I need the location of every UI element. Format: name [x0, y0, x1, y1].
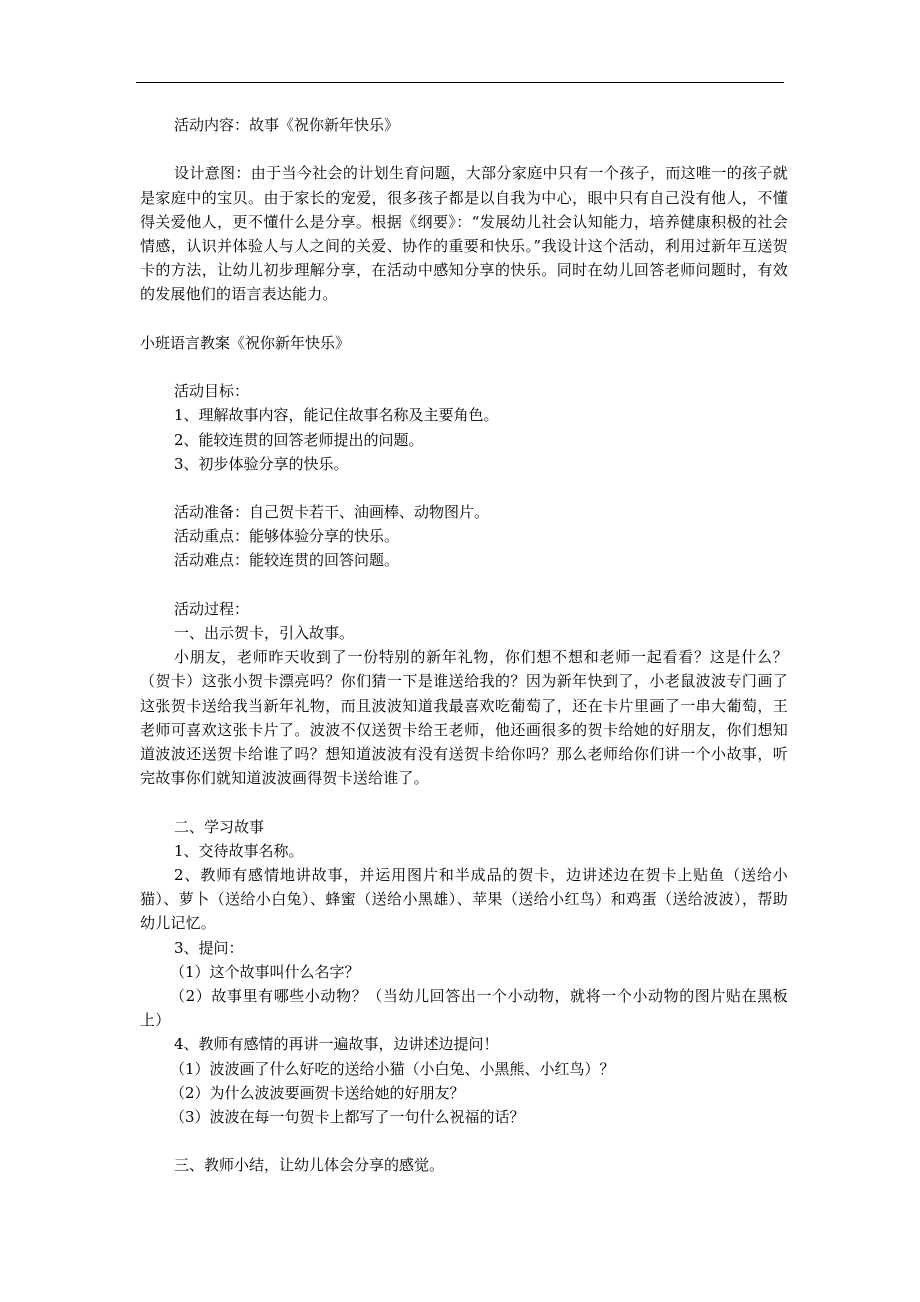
question-item: （2）为什么波波要画贺卡送给她的好朋友？ [170, 1083, 465, 1102]
header-rule [136, 82, 784, 83]
step2-item: 1、交待故事名称。 [174, 841, 304, 860]
spacer [140, 790, 788, 814]
goals-heading: 活动目标： [174, 382, 250, 401]
spacer [140, 573, 788, 597]
spacer [140, 137, 788, 161]
step1-text: 小朋友，老师昨天收到了一份特别的新年礼物，你们想不想和老师一起看看？这是什么？（贺卡）这张小贺卡漂亮吗？你们猜一下是谁送给我的？因为新年快到了，小老鼠波波专门画了这张贺卡送给我当新年礼物，而且波波知道我最喜欢吃葡萄了，还在卡片里画了一串大葡萄，王老师可喜欢这张卡片了。波波不仅送贺卡给王老师，他还画很多的贺卡给她的好朋友，你们想知道波波还送贺卡给谁了吗？想知道波波有没有送贺卡给你吗？那么老师给你们讲一个小故事，听完故事你们就知道波波画得贺卡送给谁了。 [140, 648, 788, 788]
question-item: （2）故事里有哪些小动物？（当幼儿回答出一个小动物，就将一个小动物的图片贴在黑板上） [140, 986, 788, 1030]
lesson-title: 小班语言教案《祝你新年快乐》 [140, 333, 351, 352]
step3-heading: 三、教师小结，让幼儿体会分享的感觉。 [174, 1156, 445, 1175]
goal-item: 2、能较连贯的回答老师提出的问题。 [174, 430, 424, 449]
question-item: （3）波波在每一句贺卡上都写了一句什么祝福的话？ [170, 1107, 525, 1126]
question-item: （1）波波画了什么好吃的送给小猫（小白兔、小黑熊、小红鸟）？ [170, 1059, 615, 1078]
spacer [140, 355, 788, 379]
process-heading: 活动过程： [174, 599, 250, 618]
document-body [140, 113, 788, 1178]
step1-heading: 一、出示贺卡，引入故事。 [174, 624, 355, 643]
key-point: 活动重点：能够体验分享的快乐。 [174, 527, 400, 546]
difficulty: 活动难点：能较连贯的回答问题。 [174, 551, 400, 570]
goal-item: 3、初步体验分享的快乐。 [174, 454, 349, 473]
step2-item: 3、提问： [174, 938, 244, 957]
activity-content: 活动内容：故事《祝你新年快乐》 [174, 116, 400, 134]
step2-heading: 二、学习故事 [174, 817, 265, 836]
goal-item: 1、理解故事内容，能记住故事名称及主要角色。 [174, 406, 499, 425]
design-intent: 设计意图：由于当今社会的计划生育问题，大部分家庭中只有一个孩子，而这唯一的孩子就是家庭中的宝贝。由于家长的宠爱，很多孩子都是以自我为中心，眼中只有自己没有他人，不懂得关爱他人，更不懂什么是分享。根据《纲要》：“发展幼儿社会认知能力，培养健康积极的社会情感，认识并体验人与人之间的关爱、协作的重要和快乐。”我设计这个活动，利用过新年互送贺卡的方法，让幼儿初步理解分享，在活动中感知分享的快乐。同时在幼儿回答老师问题时，有效的发展他们的语言表达能力。 [140, 164, 788, 304]
spacer [140, 1129, 788, 1153]
spacer [140, 307, 788, 331]
preparation: 活动准备：自己贺卡若干、油画棒、动物图片。 [174, 503, 490, 522]
step2-item: 2、教师有感情地讲故事，并运用图片和半成品的贺卡，边讲述边在贺卡上贴鱼（送给小猫）、萝卜（送给小白兔）、蜂蜜（送给小黑雄）、苹果（送给小红鸟）和鸡蛋（送给波波），帮助幼儿记忆。 [140, 866, 788, 933]
question-item: （1）这个故事叫什么名字？ [170, 962, 360, 981]
step2-item: 4、教师有感情的再讲一遍故事，边讲述边提问！ [174, 1035, 499, 1054]
spacer [140, 476, 788, 500]
